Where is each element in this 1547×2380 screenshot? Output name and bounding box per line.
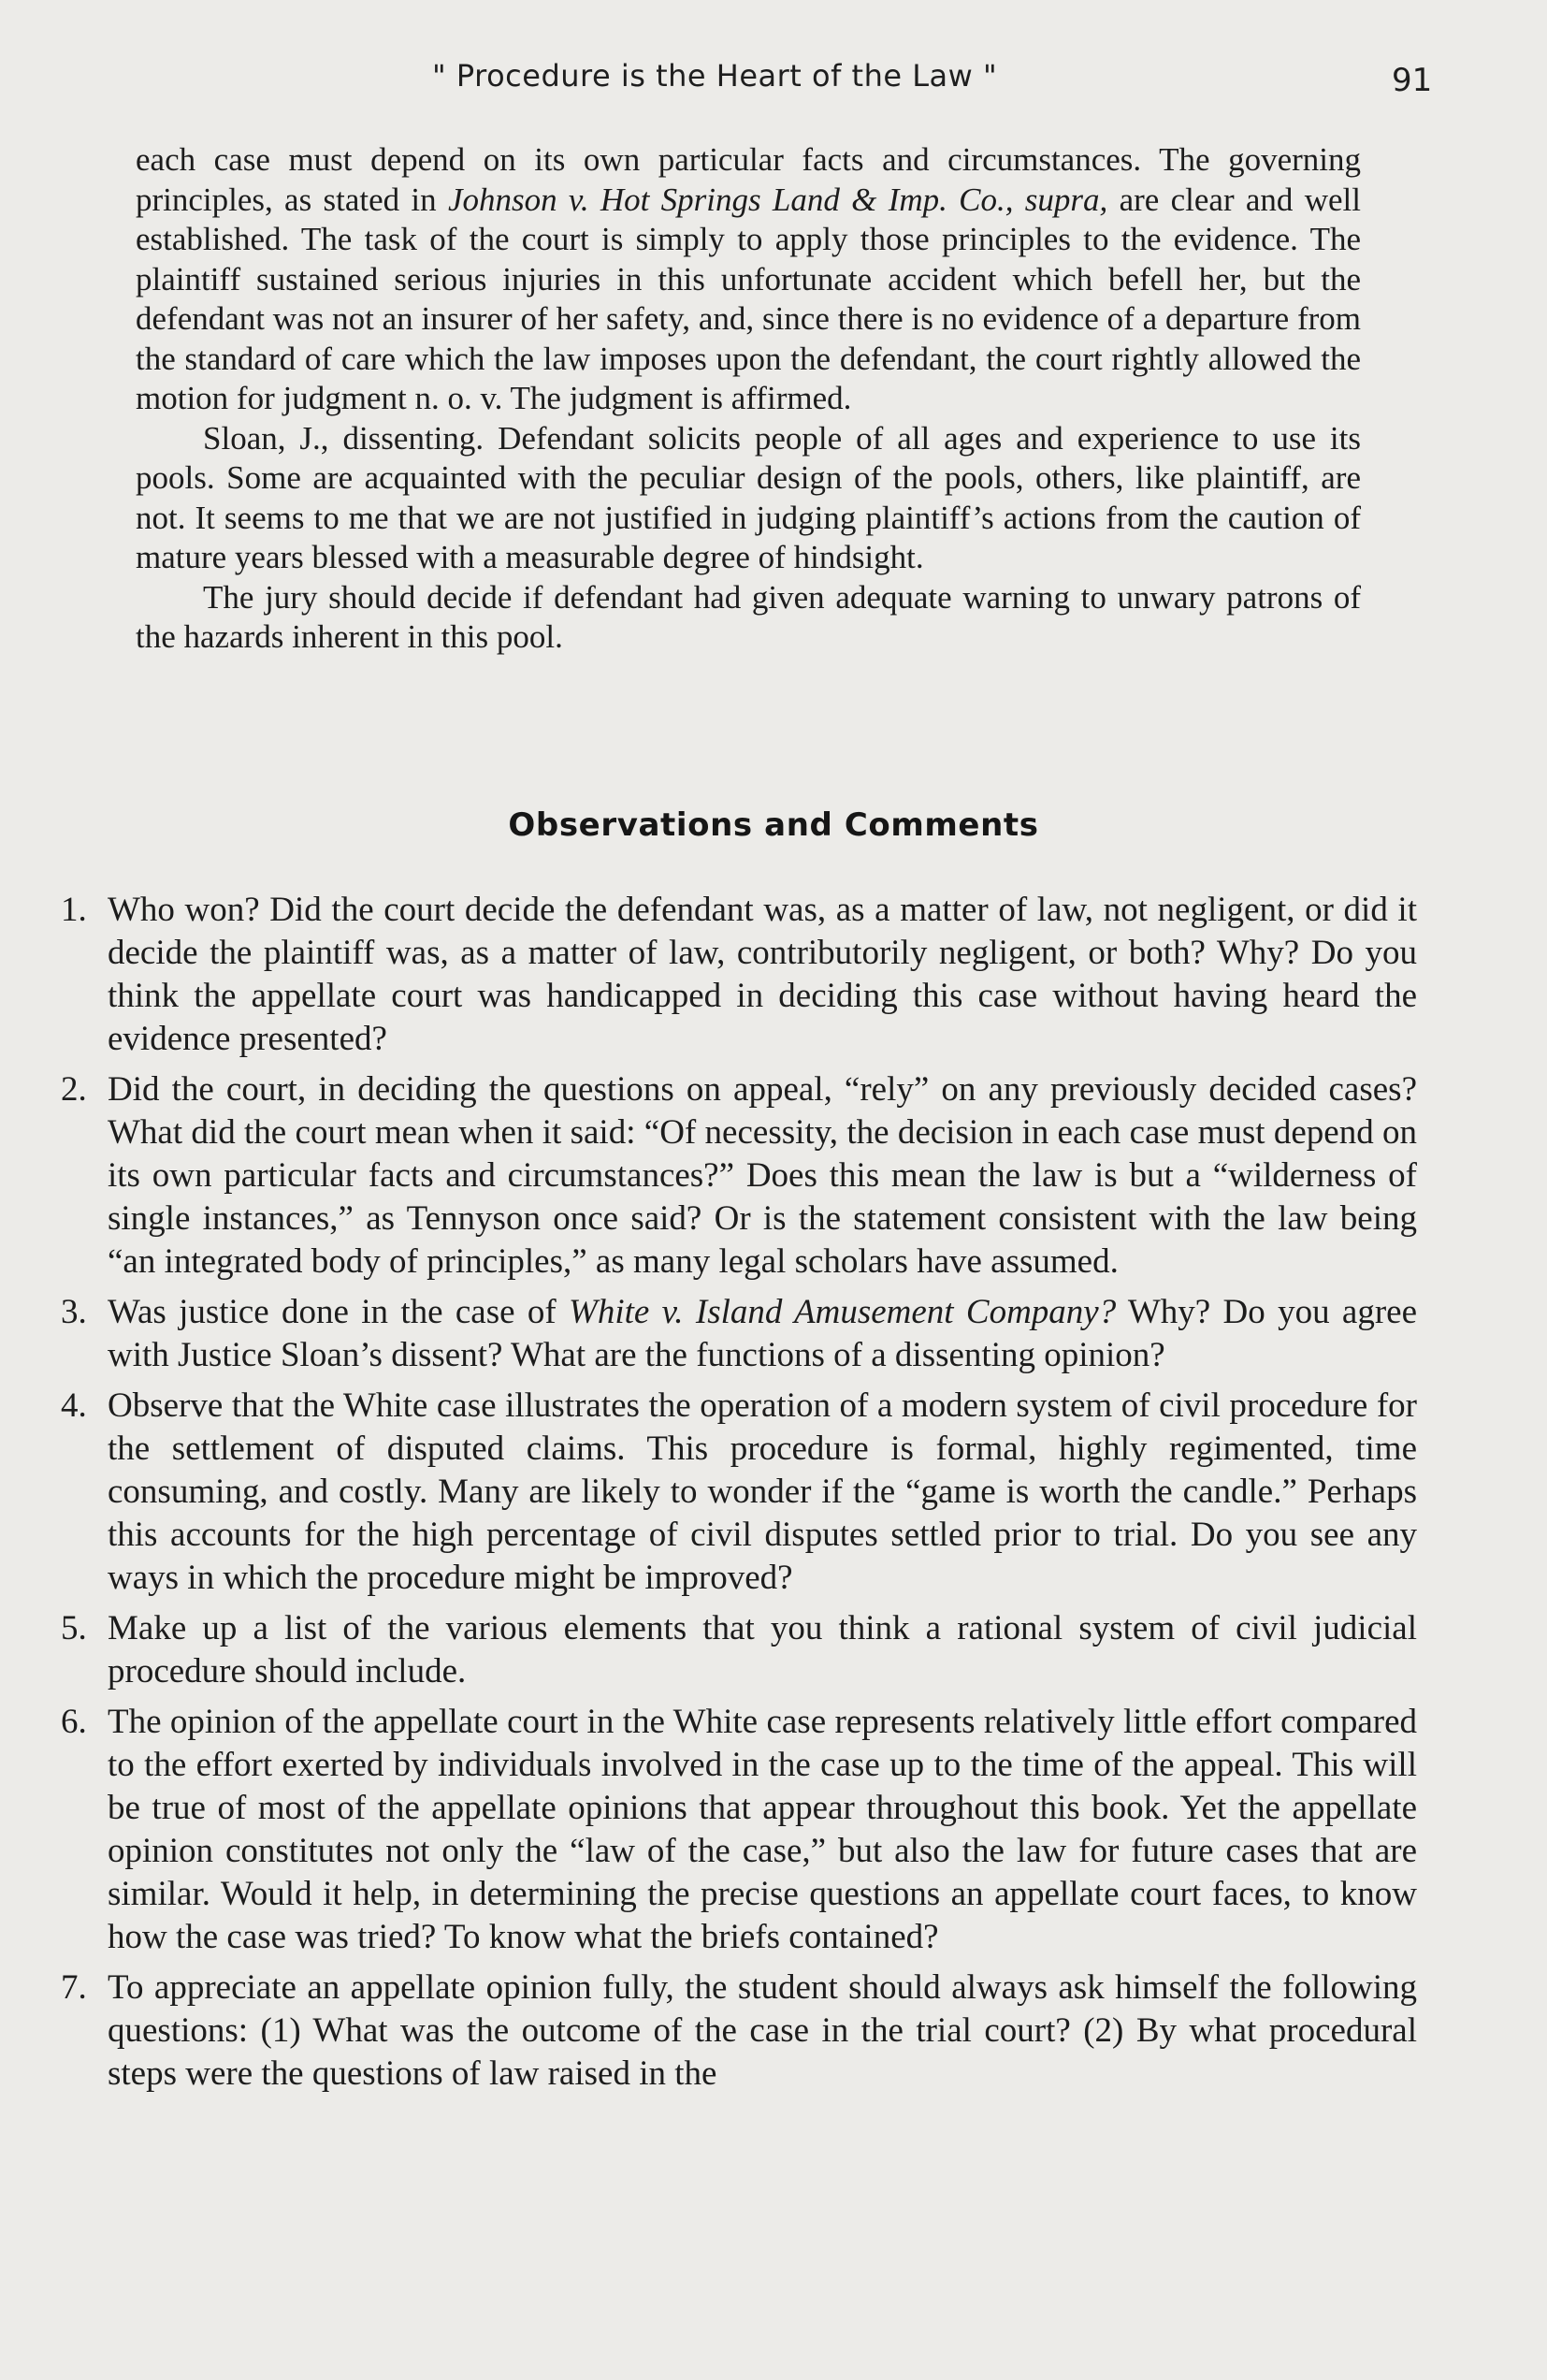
question-text [108,1293,1417,1374]
question-number: 6. [61,1703,87,1741]
question-item [61,1701,1417,1959]
question-text: Who won? Did the court decide the defendant was, as a matter of law, not negligent, or did it decide the plaintiff was, as a matter of law, contributorily negligent, or both? Why? Do you think the appellate court was handicapped in deciding this case without having heard the evidence presented? [108,891,1417,1058]
page-number: 91 [1392,62,1433,99]
text-run: each case must depend on its own particular facts and circumstances. The governing principles, as stated in [136,141,1361,218]
section-heading: Observations and Comments [508,806,1039,844]
question-item [61,1385,1417,1600]
running-head [0,58,1547,105]
question-text: To appreciate an appellate opinion fully, the student should always ask himself the following questions: (1) What was the outcome of the case in the trial court? (2) By what procedural steps were the questions of law raised in the [108,1968,1417,2093]
question-item [61,1966,1417,2096]
question-item [61,1291,1417,1377]
text-run: Why? Do you agree with Justice Sloan’s dissent? What are the functions of a dissenting opinion? [108,1293,1417,1374]
question-item [61,889,1417,1061]
question-text: Observe that the White case illustrates the operation of a modern system of civil procedure for the settlement of disputed claims. This procedure is formal, highly regimented, time consuming, and costly. Many are likely to wonder if the “game is worth the candle.” Perhaps this accounts for the high percentage of civil disputes settled prior to trial. Do you see any ways in which the procedure might be improved? [108,1386,1417,1597]
question-item [61,1607,1417,1693]
question-number: 5. [61,1609,87,1647]
question-number: 3. [61,1293,87,1331]
question-item [61,1068,1417,1284]
paragraph-majority-conclusion [136,140,1361,419]
running-title: " Procedure is the Heart of the Law " [432,58,998,94]
case-citation: Johnson v. Hot Springs Land & Imp. Co., supra, [447,181,1108,218]
question-text: The opinion of the appellate court in the White case represents relatively little effort compared to the effort exerted by individuals involved in the case up to the time of the appeal. This will be true of most of the appellate opinions that appear throughout this book. Yet the appellate opinion constitutes not only the “law of the case,” but also the law for future cases that are similar. Would it help, in determining the precise questions an appellate court faces, to know how the case was tried? To know what the briefs contained? [108,1703,1417,1956]
question-number: 7. [61,1968,87,2007]
paragraph-dissent: Sloan, J., dissenting. Defendant solicits people of all ages and experience to use its pools. Some are acquainted with the peculiar design of the pools, others, like plaintiff, are not. It seems to me that we are not justified in judging plaintiff’s actions from the caution of mature years blessed with a measurable degree of hindsight. [136,419,1361,575]
questions-list [61,889,1417,2103]
question-number: 1. [61,891,87,929]
paragraph-dissent-conclusion: The jury should decide if defendant had given adequate warning to unwary patrons of the hazards inherent in this pool. [136,578,1361,655]
text-run: are clear and well established. The task of the court is simply to apply those principles to the evidence. The plaintiff sustained serious injuries in this unfortunate accident which befell her, but the defendant was not an insurer of her safety, and, since there is no evidence of a departure from the standard of care which the law imposes upon the defendant, the court rightly allowed the motion for judgment n. o. v. The judgment is affirmed. [136,181,1361,416]
question-number: 2. [61,1070,87,1109]
question-text: Make up a list of the various elements that you think a rational system of civil judicial procedure should include. [108,1609,1417,1691]
question-text: Did the court, in deciding the questions on appeal, “rely” on any previously decided cases? What did the court mean when it said: “Of necessity, the decision in each case must depend on its own particular facts and circumstances?” Does this mean the law is but a “wilderness of single instances,” as Tennyson once said? Or is the statement consistent with the law being “an integrated body of principles,” as many legal scholars have assumed. [108,1070,1417,1281]
case-citation: White v. Island Amusement Company? [569,1293,1117,1331]
text-run: Was justice done in the case of [108,1293,569,1331]
opinion-text [136,140,1361,658]
question-number: 4. [61,1386,87,1425]
